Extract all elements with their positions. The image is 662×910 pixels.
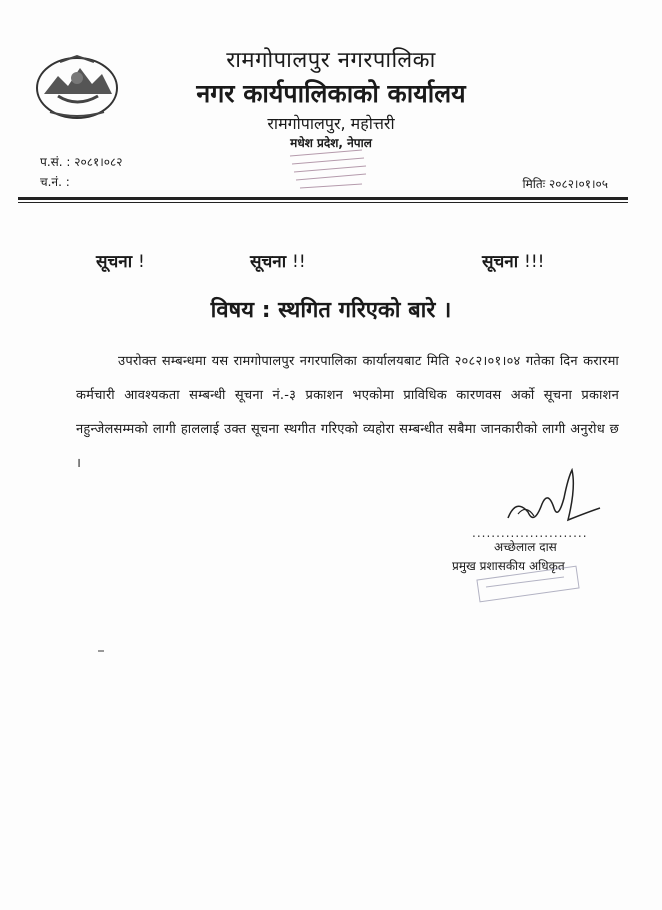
notice-heading-3-marks: !!! — [524, 252, 545, 272]
notice-heading-2 — [250, 249, 306, 272]
notice-heading-2-text: सूचना — [250, 252, 287, 272]
letter-subject: विषय : स्थगित गरिएको बारे । — [210, 298, 452, 323]
notice-heading-1-marks: ! — [138, 252, 145, 272]
signatory-title: प्रमुख प्रशासकीय अधिकृत — [452, 559, 565, 573]
signatory-name: अच्छेलाल दास — [494, 540, 557, 554]
letter-date: मितिः २०८२।०१।०५ — [522, 177, 608, 191]
official-designation-stamp-icon — [474, 543, 604, 603]
letter-number: प.सं. : २०८१।०८२ — [40, 155, 123, 169]
office-seal-stamp-icon — [282, 146, 378, 204]
header-divider-thin — [18, 202, 628, 203]
letter-reference — [40, 152, 122, 192]
notice-heading-3-text: सूचना — [482, 252, 519, 272]
notice-heading-1 — [96, 249, 145, 272]
office-province: मधेश प्रदेश, नेपाल — [290, 136, 372, 150]
notice-heading-1-text: सूचना — [96, 252, 133, 272]
office-name: नगर कार्यपालिकाको कार्यालय — [196, 79, 466, 108]
notice-heading-2-marks: !! — [292, 252, 306, 272]
notice-heading-3 — [482, 249, 545, 272]
dispatch-number: च.नं. : — [40, 175, 70, 189]
letter-body: उपरोक्त सम्बन्धमा यस रामगोपालपुर नगरपालिका कार्यालयबाट मिति २०८२।०१।०४ गतेका दिन करारमा कर्मचारी आवश्यकता सम्बन्धी सूचना नं.-३ प्रकाशन भएकोमा प्राविधिक कारणवस अर्को सूचना प्रकाशन नहुन्जेलसम्मको लागी हाललाई उक्त सूचना स्थगीत गरिएको व्यहोरा सम्बन्धीत सबैमा जानकारीको लागी अनुरोध छ । — [76, 354, 619, 471]
signature-line: ........................ — [472, 526, 588, 540]
office-address: रामगोपालपुर, महोत्तरी — [267, 114, 395, 133]
municipality-name: रामगोपालपुर नगरपालिका — [226, 48, 436, 73]
header-divider-thick — [18, 197, 628, 200]
scan-speck — [98, 650, 104, 652]
